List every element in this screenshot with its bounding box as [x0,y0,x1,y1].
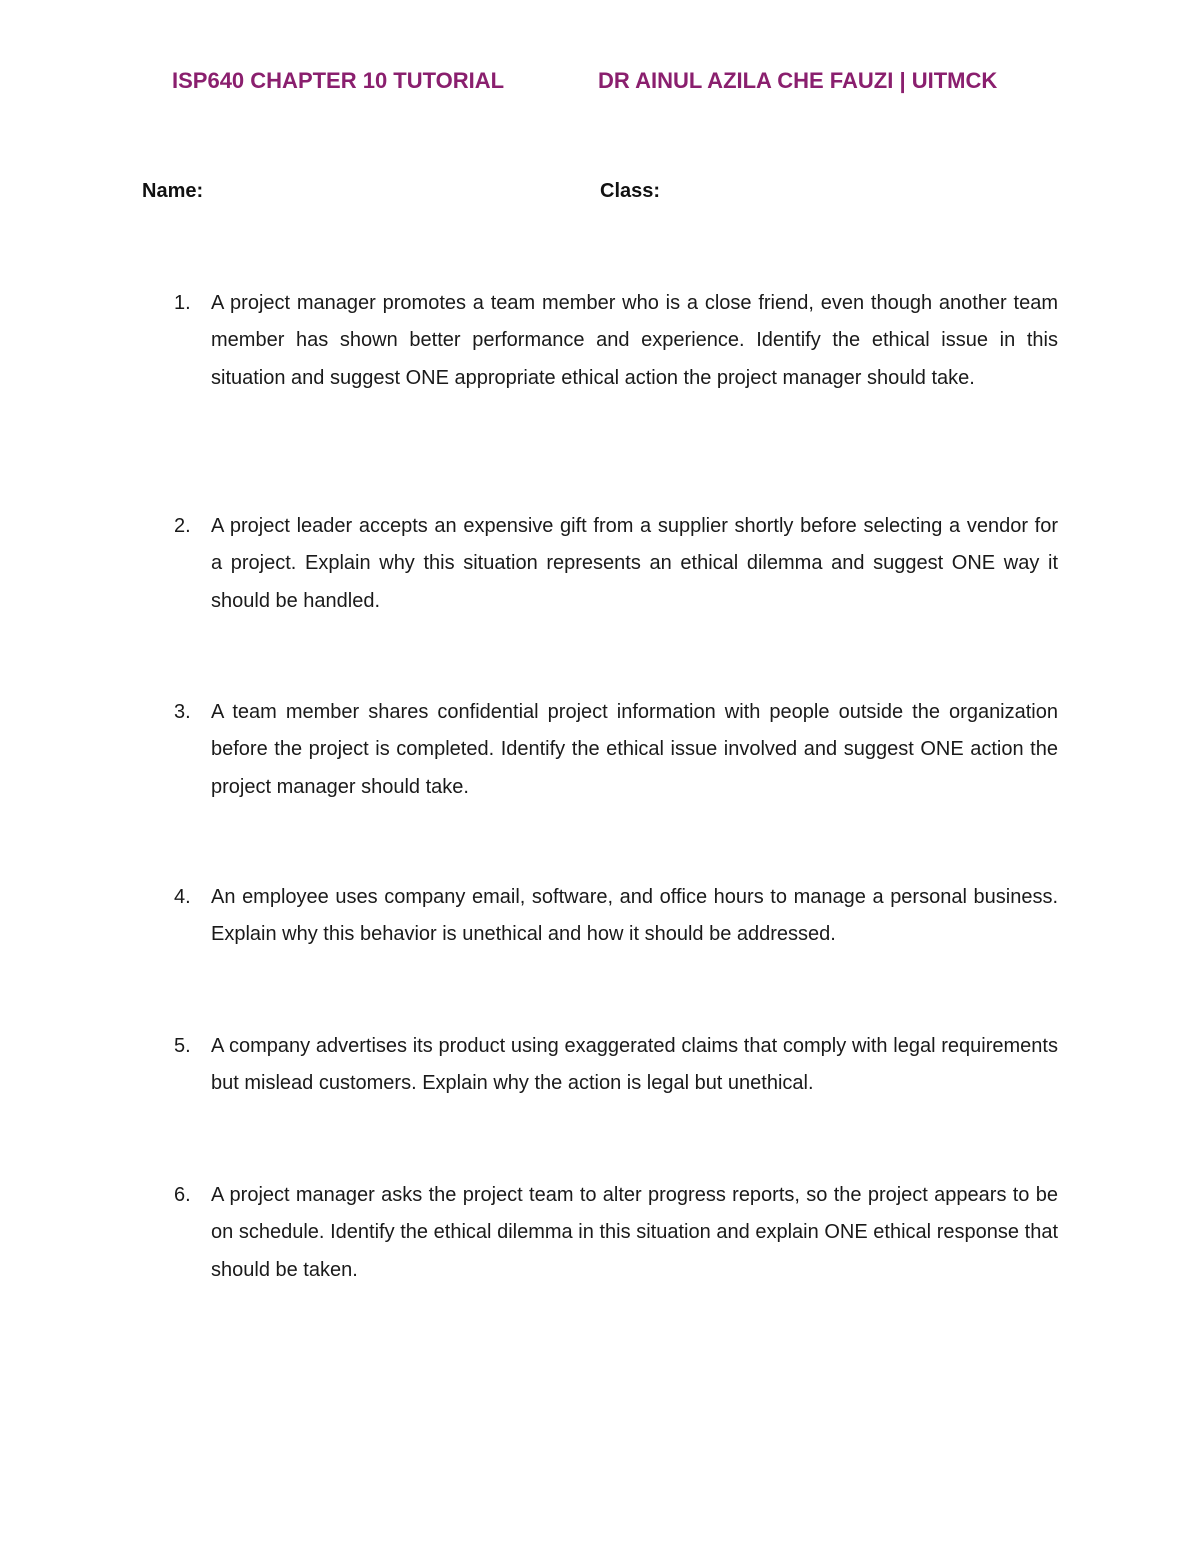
question-text: A project manager promotes a team member who is a close friend, even though another team member has shown better performance and experience. Identify the ethical issue in this situation and suggest ONE appropriate ethical action the project manager should take. [211,292,1058,389]
lecturer-name: DR AINUL AZILA CHE FAUZI | UITMCK [598,68,998,93]
question-text: A project manager asks the project team to alter progress reports, so the project appears to be on schedule. Identify the ethical dilemma in this situation and explain ONE ethical response that should be taken. [211,1184,1058,1281]
question-text: An employee uses company email, software, and office hours to manage a personal business. Explain why this behavior is unethical and how it should be addressed. [211,886,1058,946]
question-text: A company advertises its product using exaggerated claims that comply with legal requirements but mislead customers. Explain why the action is legal but unethical. [211,1035,1058,1095]
name-label: Name: [142,180,204,202]
question-number: 3. [174,701,191,723]
question-text: A team member shares confidential project information with people outside the organization before the project is completed. Identify the ethical issue involved and suggest ONE action the project manager should take. [211,701,1058,798]
page-header [0,68,1200,104]
question-number: 1. [174,292,191,314]
class-label: Class: [600,180,661,202]
question-number: 4. [174,886,191,908]
student-info-row [0,180,1200,208]
question-text: A project leader accepts an expensive gift from a supplier shortly before selecting a vendor for a project. Explain why this situation represents an ethical dilemma and suggest ONE way it should be handled. [211,515,1058,612]
question-number: 2. [174,515,191,537]
course-title: ISP640 CHAPTER 10 TUTORIAL [172,68,505,93]
question-number: 5. [174,1035,191,1057]
question-number: 6. [174,1184,191,1206]
